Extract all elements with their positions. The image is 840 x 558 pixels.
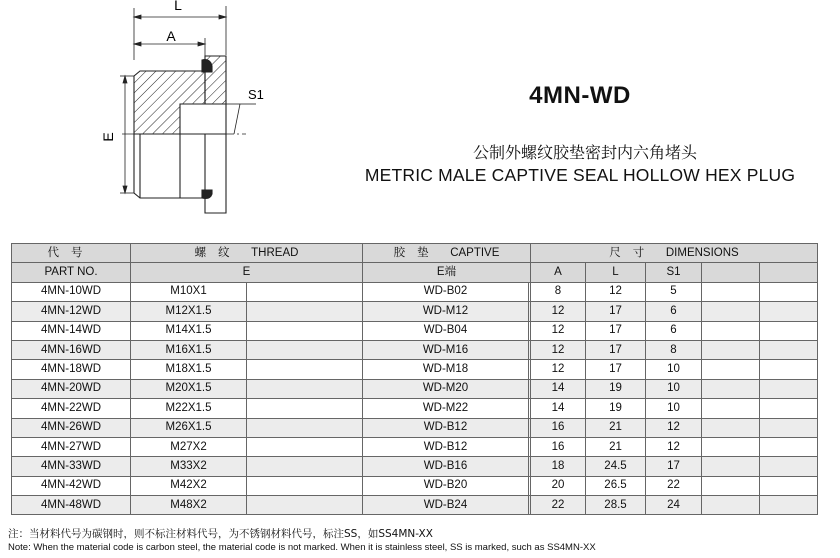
header-thread: 螺纹 THREAD (131, 244, 363, 263)
dim-L-label: L (174, 0, 182, 13)
dim-l-cell: 21 (586, 437, 646, 456)
dim-l-cell: 28.5 (586, 496, 646, 515)
part-cell: 4MN-20WD (12, 379, 131, 398)
table-row (12, 282, 818, 301)
table-row (12, 418, 818, 437)
captive-cell: WD-M16 (363, 340, 529, 359)
thread-extra-cell (247, 437, 363, 456)
dim-s1-cell: 12 (646, 418, 702, 437)
dim-a-cell: 12 (531, 360, 586, 379)
dim-s1-cell: 17 (646, 457, 702, 476)
table-row (12, 457, 818, 476)
table-row (12, 496, 818, 515)
dim-s1-cell: 5 (646, 282, 702, 301)
captive-cell: WD-B12 (363, 437, 529, 456)
captive-cell: WD-M18 (363, 360, 529, 379)
thread-cell: M10X1 (131, 282, 247, 301)
header-thread-sub: E (131, 263, 363, 282)
table-row (12, 379, 818, 398)
plug-drawing (98, 0, 288, 232)
dim-l-cell: 17 (586, 302, 646, 321)
note-cn: 注：当材料代号为碳钢时，则不标注材料代号，为不锈钢材料代号，标注SS，如SS4MN-XX (8, 528, 433, 540)
dim-l-cell: 17 (586, 340, 646, 359)
dim-empty-cell (760, 360, 818, 379)
dim-empty-cell (760, 418, 818, 437)
dim-s1-cell: 10 (646, 399, 702, 418)
table-row (12, 360, 818, 379)
dim-empty-cell (702, 282, 760, 301)
header-part-cn: 代号 (12, 244, 131, 263)
thread-cell: M48X2 (131, 496, 247, 515)
thread-extra-cell (247, 340, 363, 359)
thread-cell: M16X1.5 (131, 340, 247, 359)
dim-l-cell: 24.5 (586, 457, 646, 476)
dim-s1-cell: 10 (646, 360, 702, 379)
spec-table-body (12, 282, 818, 515)
dim-a-cell: 14 (531, 379, 586, 398)
dim-a-cell: 16 (531, 418, 586, 437)
header-row-2 (12, 263, 818, 282)
plug-outline (134, 134, 226, 213)
thread-extra-cell (247, 360, 363, 379)
dim-a-cell: 18 (531, 457, 586, 476)
header-part-en: PART NO. (12, 263, 131, 282)
dim-a-cell: 8 (531, 282, 586, 301)
dim-empty-cell (702, 340, 760, 359)
dim-a-cell: 12 (531, 321, 586, 340)
dim-l-cell: 19 (586, 379, 646, 398)
dim-empty-cell (702, 302, 760, 321)
part-cell: 4MN-10WD (12, 282, 131, 301)
dim-empty-cell (760, 282, 818, 301)
captive-cell: WD-B02 (363, 282, 529, 301)
header-dimensions: 尺寸 DIMENSIONS (531, 244, 818, 263)
thread-extra-cell (247, 418, 363, 437)
thread-cell: M20X1.5 (131, 379, 247, 398)
table-row (12, 399, 818, 418)
dim-empty-cell (760, 496, 818, 515)
dim-empty-cell (760, 302, 818, 321)
captive-cell: WD-B12 (363, 418, 529, 437)
thread-cell: M12X1.5 (131, 302, 247, 321)
captive-cell: WD-M22 (363, 399, 529, 418)
dim-s1-cell: 22 (646, 476, 702, 495)
dim-empty-cell (702, 476, 760, 495)
thread-cell: M26X1.5 (131, 418, 247, 437)
captive-cell: WD-M20 (363, 379, 529, 398)
part-cell: 4MN-33WD (12, 457, 131, 476)
thread-extra-cell (247, 496, 363, 515)
dim-s1-cell: 24 (646, 496, 702, 515)
dim-a-cell: 14 (531, 399, 586, 418)
header-captive: 胶垫 CAPTIVE (363, 244, 531, 263)
part-cell: 4MN-16WD (12, 340, 131, 359)
thread-extra-cell (247, 476, 363, 495)
dim-empty-cell (760, 437, 818, 456)
thread-cell: M14X1.5 (131, 321, 247, 340)
dim-E-label: E (100, 132, 116, 142)
dim-empty-cell (760, 321, 818, 340)
dim-l-cell: 26.5 (586, 476, 646, 495)
dim-empty-cell (760, 476, 818, 495)
header-dim-empty (760, 263, 818, 282)
dim-empty-cell (702, 399, 760, 418)
product-code-title: 4MN-WD (529, 82, 631, 109)
product-title-cn: 公制外螺纹胶垫密封内六角堵头 (472, 143, 697, 162)
header-dim-s1: S1 (646, 263, 702, 282)
dim-l-cell: 12 (586, 282, 646, 301)
dim-l-cell: 17 (586, 321, 646, 340)
part-cell: 4MN-48WD (12, 496, 131, 515)
dim-s1-cell: 6 (646, 302, 702, 321)
part-cell: 4MN-12WD (12, 302, 131, 321)
thread-extra-cell (247, 302, 363, 321)
thread-cell: M33X2 (131, 457, 247, 476)
thread-extra-cell (247, 282, 363, 301)
dim-L (134, 6, 226, 60)
product-title-en: METRIC MALE CAPTIVE SEAL HOLLOW HEX PLUG (364, 165, 796, 185)
dim-empty-cell (702, 496, 760, 515)
header-dim-a: A (531, 263, 586, 282)
spec-table (11, 243, 818, 515)
dim-E (120, 76, 134, 193)
dim-empty-cell (702, 437, 760, 456)
dim-l-cell: 19 (586, 399, 646, 418)
thread-cell: M42X2 (131, 476, 247, 495)
dim-empty-cell (760, 379, 818, 398)
captive-cell: WD-B24 (363, 496, 529, 515)
header-row-1 (12, 244, 818, 263)
dim-a-cell: 16 (531, 437, 586, 456)
note-en: Note: When the material code is carbon steel, the material code is not marked. When it is stainless steel, SS is marked, such as SS4MN-XX (8, 542, 596, 553)
header-captive-sub: E端 (363, 263, 531, 282)
thread-extra-cell (247, 379, 363, 398)
thread-cell: M22X1.5 (131, 399, 247, 418)
header-dim-empty (702, 263, 760, 282)
dim-empty-cell (760, 457, 818, 476)
dim-empty-cell (702, 457, 760, 476)
table-row (12, 321, 818, 340)
dim-empty-cell (702, 379, 760, 398)
thread-cell: M27X2 (131, 437, 247, 456)
table-row (12, 340, 818, 359)
dim-empty-cell (760, 340, 818, 359)
dim-s1-cell: 8 (646, 340, 702, 359)
captive-cell: WD-M12 (363, 302, 529, 321)
dim-l-cell: 17 (586, 360, 646, 379)
thread-extra-cell (247, 399, 363, 418)
dim-a-cell: 20 (531, 476, 586, 495)
table-row (12, 437, 818, 456)
dim-empty-cell (760, 399, 818, 418)
table-row (12, 476, 818, 495)
captive-cell: WD-B20 (363, 476, 529, 495)
dim-S1 (226, 104, 256, 134)
table-row (12, 302, 818, 321)
dim-s1-cell: 6 (646, 321, 702, 340)
thread-extra-cell (247, 457, 363, 476)
dim-s1-cell: 12 (646, 437, 702, 456)
part-cell: 4MN-26WD (12, 418, 131, 437)
dim-l-cell: 21 (586, 418, 646, 437)
dim-empty-cell (702, 360, 760, 379)
captive-cell: WD-B04 (363, 321, 529, 340)
thread-cell: M18X1.5 (131, 360, 247, 379)
dim-a-cell: 12 (531, 340, 586, 359)
part-cell: 4MN-42WD (12, 476, 131, 495)
header-dim-l: L (586, 263, 646, 282)
plug-section (134, 56, 226, 134)
thread-extra-cell (247, 321, 363, 340)
dim-a-cell: 22 (531, 496, 586, 515)
dim-s1-cell: 10 (646, 379, 702, 398)
captive-cell: WD-B16 (363, 457, 529, 476)
part-cell: 4MN-22WD (12, 399, 131, 418)
dim-empty-cell (702, 321, 760, 340)
part-cell: 4MN-14WD (12, 321, 131, 340)
dim-empty-cell (702, 418, 760, 437)
part-cell: 4MN-27WD (12, 437, 131, 456)
part-cell: 4MN-18WD (12, 360, 131, 379)
dim-S1-label: S1 (248, 87, 264, 102)
dim-A-label: A (166, 28, 176, 44)
dim-a-cell: 12 (531, 302, 586, 321)
